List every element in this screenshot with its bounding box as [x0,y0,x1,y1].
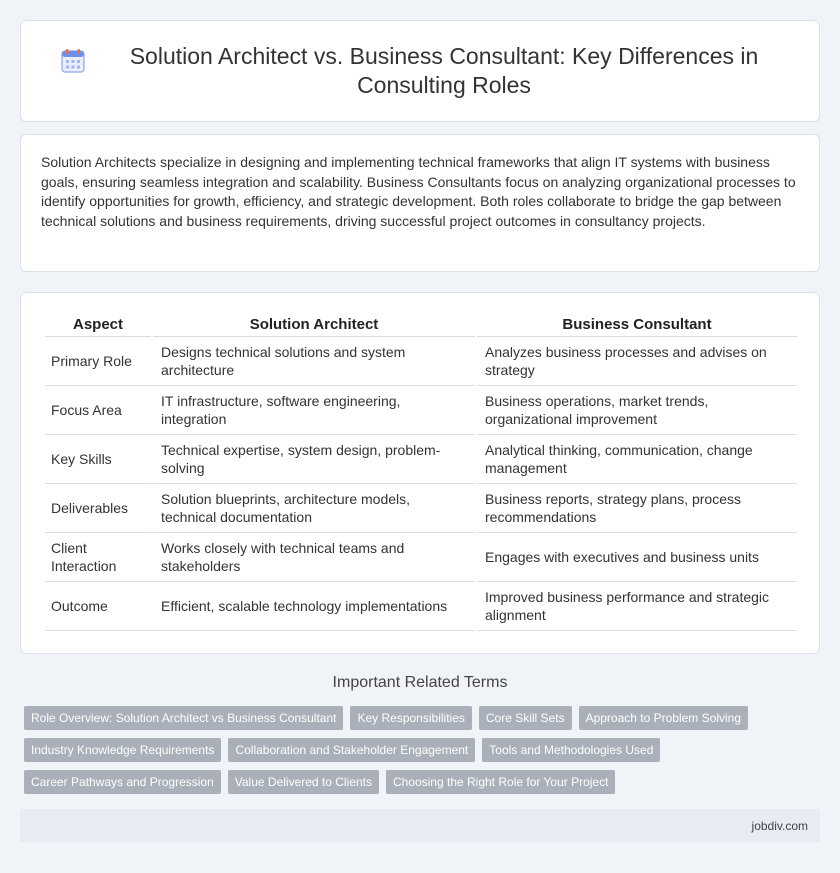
solution-architect-cell: IT infrastructure, software engineering, integration [153,386,475,435]
tag-row [24,738,824,762]
table-row [45,435,797,484]
related-terms-tags [24,706,824,802]
comparison-table-card [20,292,820,654]
related-terms-title: Important Related Terms [332,674,508,691]
tag-row [24,770,824,794]
footer [20,809,820,842]
table-row [45,337,797,386]
business-consultant-cell: Analytical thinking, communication, change management [477,435,797,484]
footer-site-link[interactable]: jobdiv.com [751,818,808,833]
table-row [45,386,797,435]
table-row [45,533,797,582]
calendar-icon [60,48,86,74]
aspect-cell: Client Interaction [45,533,151,582]
aspect-cell: Key Skills [45,435,151,484]
page-title: Solution Architect vs. Business Consultant: Key Differences in Consulting Roles [129,43,759,98]
business-consultant-cell: Analyzes business processes and advises on strategy [477,337,797,386]
related-term-tag[interactable]: Core Skill Sets [479,706,572,730]
aspect-cell: Outcome [45,582,151,631]
related-term-tag[interactable]: Industry Knowledge Requirements [24,738,221,762]
aspect-cell: Deliverables [45,484,151,533]
related-term-tag[interactable]: Value Delivered to Clients [228,770,379,794]
intro-card [20,134,820,272]
header-aspect: Aspect [45,313,151,337]
intro-text: Solution Architects specialize in designing and implementing technical frameworks that align IT systems with business goals, ensuring seamless integration and scalability. Business Consultants focus on analyzing organizational processes to identify opportunities for growth, efficiency, and strategic development. Both roles collaborate to bridge the gap between technical solutions and business requirements, driving successful project outcomes in consultancy projects. [41,154,796,229]
header-business-consultant: Business Consultant [477,313,797,337]
business-consultant-cell: Improved business performance and strategic alignment [477,582,797,631]
business-consultant-cell: Business operations, market trends, organizational improvement [477,386,797,435]
solution-architect-cell: Efficient, scalable technology implementations [153,582,475,631]
aspect-cell: Primary Role [45,337,151,386]
related-term-tag[interactable]: Key Responsibilities [350,706,471,730]
related-term-tag[interactable]: Choosing the Right Role for Your Project [386,770,615,794]
table-header-row [45,313,797,337]
solution-architect-cell: Works closely with technical teams and stakeholders [153,533,475,582]
table-row [45,582,797,631]
aspect-cell: Focus Area [45,386,151,435]
solution-architect-cell: Solution blueprints, architecture models, technical documentation [153,484,475,533]
related-term-tag[interactable]: Career Pathways and Progression [24,770,221,794]
header-card [20,20,820,122]
business-consultant-cell: Business reports, strategy plans, process recommendations [477,484,797,533]
business-consultant-cell: Engages with executives and business units [477,533,797,582]
comparison-table [43,313,799,631]
tag-row [24,706,824,730]
related-term-tag[interactable]: Role Overview: Solution Architect vs Business Consultant [24,706,343,730]
related-term-tag[interactable]: Tools and Methodologies Used [482,738,660,762]
table-row [45,484,797,533]
solution-architect-cell: Designs technical solutions and system architecture [153,337,475,386]
header-solution-architect: Solution Architect [153,313,475,337]
related-term-tag[interactable]: Approach to Problem Solving [579,706,748,730]
solution-architect-cell: Technical expertise, system design, problem-solving [153,435,475,484]
related-term-tag[interactable]: Collaboration and Stakeholder Engagement [228,738,475,762]
